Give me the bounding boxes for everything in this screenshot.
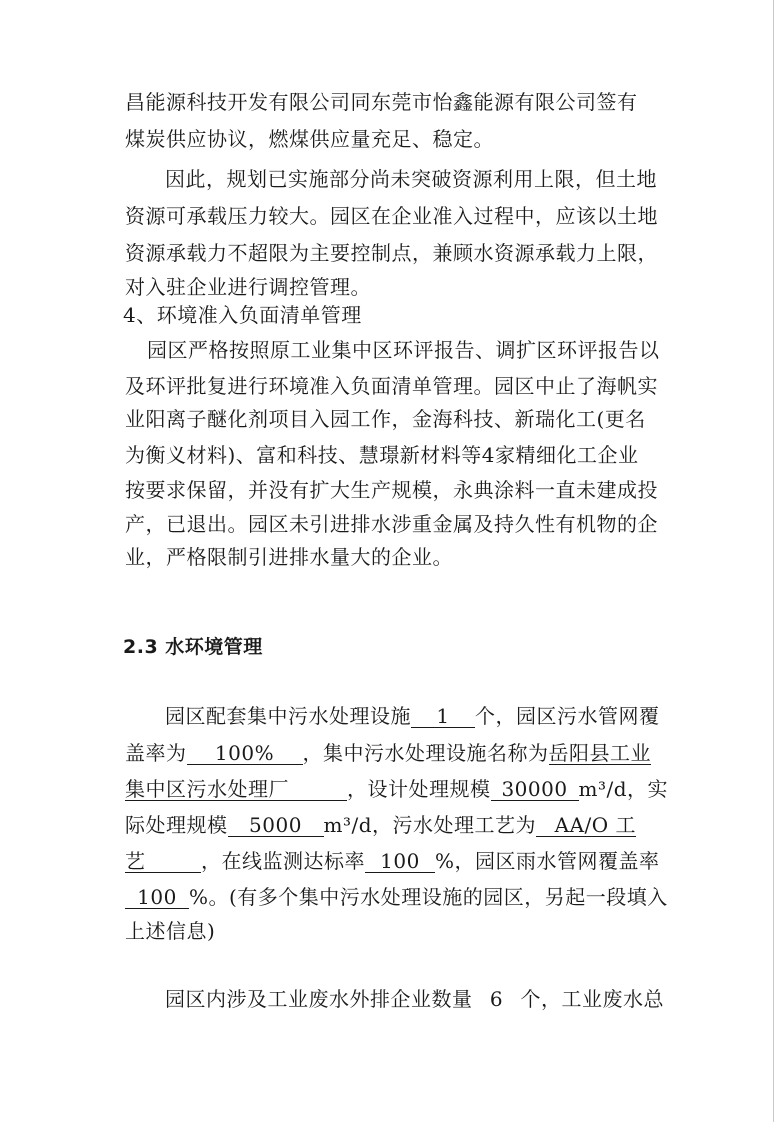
facility-count-field: 1 — [411, 705, 475, 728]
actual-capacity-field: 5000 — [228, 814, 324, 837]
scan-edge — [773, 0, 774, 1122]
text: ，设计处理规模 — [347, 777, 491, 801]
paragraph-line — [165, 703, 660, 729]
text: 园区内涉及工业废水外排企业数量 — [165, 987, 473, 1011]
design-capacity-field: 30000 — [491, 778, 579, 801]
paragraph-line: 按要求保留，并没有扩大生产规模，永典涂料一直未建成投 — [125, 478, 658, 502]
paragraph-line — [125, 776, 668, 802]
text: m³/d，污水处理工艺为 — [323, 813, 537, 837]
paragraph-line: 业阳离子醚化剂项目入园工作，金海科技、新瑞化工(更名 — [125, 407, 646, 431]
text: %。(有多个集中污水处理设施的园区，另起一段填入 — [189, 885, 668, 909]
compliance-rate-field: 100 — [365, 850, 435, 873]
text: 盖率为 — [125, 741, 187, 765]
section-heading: 2.3 水环境管理 — [123, 636, 263, 658]
paragraph-line: 及环评批复进行环境准入负面清单管理。园区中止了海帆实 — [125, 374, 658, 398]
text: ，集中污水处理设施名称为 — [302, 741, 549, 765]
paragraph-line: 业，严格限制引进排水量大的企业。 — [125, 545, 453, 569]
text: 个，工业废水总 — [520, 987, 664, 1011]
plant-name-field: 集中区污水处理厂 — [125, 778, 347, 801]
text: 园区配套集中污水处理设施 — [165, 704, 411, 728]
paragraph-line: 上述信息) — [125, 919, 216, 943]
paragraph-line — [125, 740, 651, 766]
text: %，园区雨水管网覆盖率 — [435, 849, 660, 873]
paragraph-line: 园区严格按照原工业集中区环评报告、调扩区环评报告以 — [147, 338, 660, 362]
text: ，在线监测达标率 — [201, 849, 365, 873]
process-field: 艺 — [125, 850, 201, 873]
subsection-heading: 4、环境准入负面清单管理 — [123, 303, 362, 327]
paragraph-line — [165, 986, 664, 1012]
paragraph-line — [125, 812, 636, 838]
text: m³/d，实 — [578, 777, 669, 801]
paragraph-line: 资源可承载压力较大。园区在企业准入过程中，应该以土地 — [125, 204, 658, 228]
sewer-coverage-field: 100% — [187, 742, 303, 765]
discharge-count-value: 6 — [489, 987, 504, 1011]
paragraph-line: 为衡义材料)、富和科技、慧璟新材料等4家精细化工企业 — [125, 443, 639, 467]
paragraph-line: 产，已退出。园区未引进排水涉重金属及持久性有机物的企 — [125, 512, 658, 536]
rain-coverage-field: 100 — [125, 886, 189, 909]
text: 个，园区污水管网覆 — [475, 704, 660, 728]
paragraph-line: 资源承载力不超限为主要控制点，兼顾水资源承载力上限， — [125, 241, 658, 265]
paragraph-line: 对入驻企业进行调控管理。 — [125, 275, 371, 299]
process-field: AA/O 工 — [536, 814, 636, 837]
text: 际处理规模 — [125, 813, 228, 837]
paragraph-line: 因此，规划已实施部分尚未突破资源利用上限，但土地 — [165, 167, 657, 191]
paragraph-line — [125, 884, 668, 910]
paragraph-line: 昌能源科技开发有限公司同东莞市怡鑫能源有限公司签有 — [125, 90, 638, 114]
plant-name-field: 岳阳县工业 — [548, 741, 651, 765]
paragraph-line — [125, 848, 660, 874]
paragraph-line: 煤炭供应协议，燃煤供应量充足、稳定。 — [125, 127, 494, 151]
